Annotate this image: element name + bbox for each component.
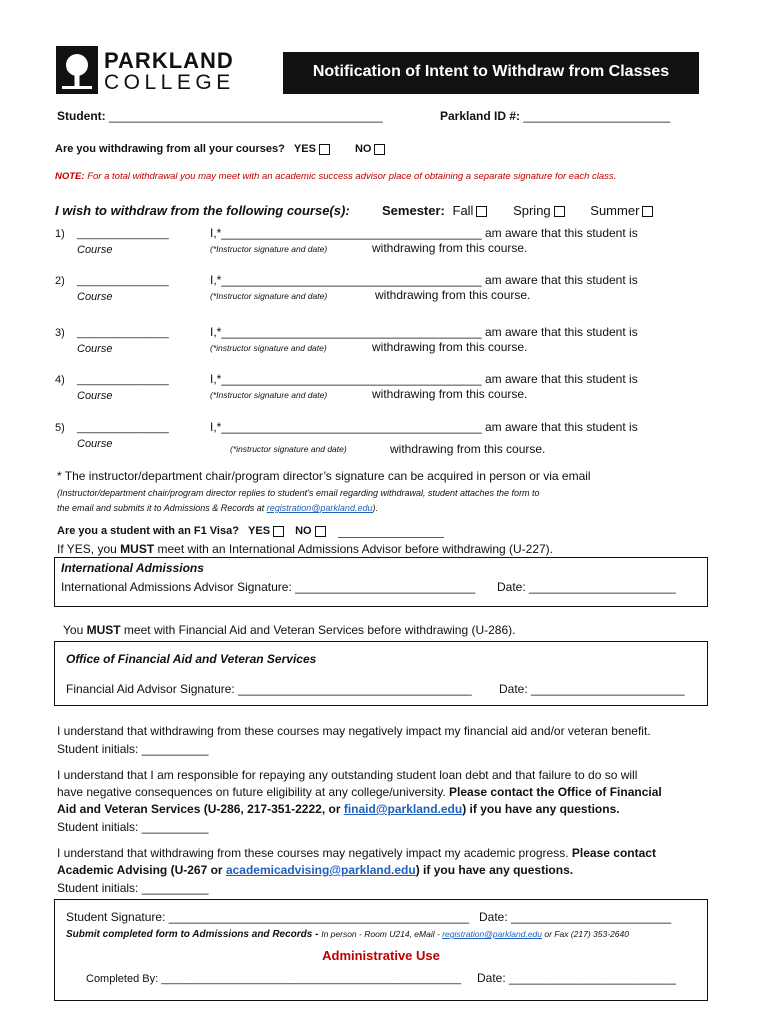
all-courses-text: Are you withdrawing from all your courses? — [55, 143, 285, 155]
instructor-signature-label: (*instructor signature and date) — [210, 343, 327, 353]
fa-notice — [63, 623, 515, 637]
financial-aid-heading: Office of Financial Aid and Veteran Services — [66, 652, 317, 666]
all-courses-no-checkbox[interactable] — [374, 144, 385, 155]
student-date-label: Date: — [479, 910, 508, 924]
ack2-line1: I understand that I am responsible for repaying any outstanding student loan debt and that failure to do so will — [57, 768, 638, 782]
student-name-field[interactable]: _________________________________________ — [109, 109, 383, 123]
parkland-id-label: Parkland ID #: — [440, 109, 521, 123]
parkland-id-line — [440, 109, 670, 123]
submit-tail: or Fax (217) 353-2640 — [542, 929, 629, 939]
ack2-line2-text: have negative consequences on future eligibility at any college/university. — [57, 785, 450, 799]
ack3-line1-text: I understand that withdrawing from these courses may negatively impact my academic progress. — [57, 846, 572, 860]
course-number: 1) — [55, 228, 65, 240]
course-label: Course — [77, 244, 113, 256]
course-field[interactable]: _______________ — [77, 374, 169, 386]
parkland-id-field[interactable]: ______________________ — [523, 109, 671, 123]
f1-yes-label: YES — [248, 525, 271, 537]
student-label: Student: — [57, 109, 106, 123]
ack3-line1 — [57, 846, 656, 860]
all-courses-yes-checkbox[interactable] — [319, 144, 330, 155]
instructor-signature-label: (*Instructor signature and date) — [210, 244, 328, 254]
course-field[interactable]: _______________ — [77, 275, 169, 287]
f1-no-checkbox[interactable] — [315, 526, 326, 537]
ack3-line1-bold: Please contact — [571, 846, 656, 860]
submit-rest: In person - Room U214, eMail - — [321, 929, 443, 939]
ack1-initials[interactable]: Student initials: __________ — [57, 742, 209, 756]
course-row-4 — [55, 372, 715, 417]
course-label: Course — [77, 390, 113, 402]
instructor-line[interactable]: I,*_______________________________________ am aware that this student is — [210, 420, 638, 434]
finaid-email-link[interactable]: finaid@parkland.edu — [343, 802, 463, 816]
admin-date-field[interactable]: _________________________ — [509, 971, 676, 985]
ack2-line3 — [57, 802, 620, 816]
registration-email-link[interactable]: registration@parkland.edu — [266, 503, 373, 513]
completed-by-field[interactable]: _________________________________________________ — [161, 973, 461, 985]
student-date-field[interactable]: ________________________ — [511, 910, 672, 924]
ack2-line3-bold: Aid and Veteran Services (U-286, 217-351-2222, or — [57, 802, 344, 816]
withdraw-text: withdrawing from this course. — [390, 442, 546, 456]
all-courses-question — [55, 143, 385, 155]
logo-line1: PARKLAND — [104, 48, 234, 73]
f1-must-line — [57, 542, 553, 556]
fall-checkbox[interactable] — [476, 206, 487, 217]
financial-aid-signature-label: Financial Aid Advisor Signature: — [66, 682, 235, 696]
international-date-label: Date: — [497, 580, 526, 594]
ack2-line3-bold-post: ) if you have any questions. — [462, 802, 620, 816]
submit-email-link[interactable]: registration@parkland.edu — [442, 929, 542, 939]
fall-label: Fall — [452, 203, 474, 218]
course-label: Course — [77, 438, 113, 450]
ack3-line2 — [57, 863, 573, 877]
course-row-3 — [55, 325, 715, 370]
financial-aid-box — [54, 641, 708, 706]
f1-must-bold: MUST — [120, 542, 155, 556]
note-text: For a total withdrawal you may meet with an academic success advisor place of obtaining a separate signature for each class. — [87, 171, 617, 182]
course-row-2 — [55, 273, 715, 318]
ack3-line2-bold-post: ) if you have any questions. — [415, 863, 574, 877]
student-signature-label: Student Signature: — [66, 910, 166, 924]
instructor-line[interactable]: I,*_______________________________________ am aware that this student is — [210, 226, 638, 240]
instructor-signature-label: (*Instructor signature and date) — [210, 390, 328, 400]
summer-label: Summer — [590, 203, 640, 218]
international-signature-line — [61, 580, 475, 594]
f1-question-text: Are you a student with an F1 Visa? — [57, 525, 239, 537]
submit-line — [66, 929, 629, 940]
financial-aid-signature-line — [66, 682, 472, 696]
course-field[interactable]: _______________ — [77, 327, 169, 339]
f1-must-post: meet with an International Admissions Advisor before withdrawing (U-227). — [154, 542, 554, 556]
fa-notice-bold: MUST — [86, 623, 121, 637]
f1-must-pre: If YES, you — [57, 542, 121, 556]
parkland-tree-icon — [56, 46, 98, 94]
course-number: 4) — [55, 374, 65, 386]
completed-by-label: Completed By: — [86, 973, 159, 985]
ack3-initials[interactable]: Student initials: __________ — [57, 881, 209, 895]
financial-aid-date-line — [499, 682, 685, 696]
spring-label: Spring — [513, 203, 551, 218]
note-line — [55, 171, 616, 182]
international-signature-label: International Admissions Advisor Signature: — [61, 580, 292, 594]
international-signature-field[interactable]: ___________________________ — [295, 580, 476, 594]
course-row-1 — [55, 226, 715, 271]
page-title: Notification of Intent to Withdraw from Classes — [312, 63, 670, 80]
f1-yes-checkbox[interactable] — [273, 526, 284, 537]
title-bar — [283, 52, 699, 94]
international-date-field[interactable]: ______________________ — [529, 580, 676, 594]
completed-by-line — [86, 973, 461, 985]
academic-advising-email-link[interactable]: academicadvising@parkland.edu — [225, 863, 416, 877]
instructor-signature-label: (*instructor signature and date) — [230, 444, 347, 454]
student-line — [57, 109, 383, 123]
student-signature-field[interactable]: _____________________________________________ — [168, 910, 470, 924]
admin-date-line — [477, 971, 676, 985]
course-number: 2) — [55, 275, 65, 287]
admin-date-label: Date: — [477, 971, 506, 985]
fa-notice-pre: You — [63, 623, 87, 637]
financial-aid-date-label: Date: — [499, 682, 528, 696]
ack2-line2 — [57, 785, 662, 799]
summer-checkbox[interactable] — [642, 206, 653, 217]
instructor-line[interactable]: I,*_______________________________________ am aware that this student is — [210, 325, 638, 339]
logo-line2: COLLEGE — [104, 71, 235, 94]
course-number: 5) — [55, 422, 65, 434]
parkland-logo — [56, 46, 241, 96]
semester-row — [382, 203, 653, 218]
semester-label: Semester: — [382, 203, 445, 218]
student-signature-line — [66, 910, 469, 924]
ack2-initials[interactable]: Student initials: __________ — [57, 820, 209, 834]
all-courses-yes-label: YES — [293, 143, 316, 155]
ack3-line2-bold: Academic Advising (U-267 or — [57, 863, 226, 877]
note-label: NOTE: — [55, 171, 85, 182]
financial-aid-date-field[interactable]: _______________________ — [531, 682, 685, 696]
financial-aid-signature-field[interactable]: ___________________________________ — [238, 682, 472, 696]
student-date-line — [479, 910, 671, 924]
course-label: Course — [77, 343, 113, 355]
fa-notice-post: meet with Financial Aid and Veteran Services before withdrawing (U-286). — [120, 623, 516, 637]
final-signature-box — [54, 899, 708, 1001]
f1-no-label: NO — [295, 525, 312, 537]
footnote-italic-2-end: ). — [372, 503, 378, 513]
ack2-line2-bold: Please contact the Office of Financial — [449, 785, 662, 799]
withdraw-text: withdrawing from this course. — [372, 340, 528, 354]
instructor-signature-label: (*Instructor signature and date) — [210, 291, 328, 301]
administrative-use-heading: Administrative Use — [322, 948, 440, 963]
international-date-line — [497, 580, 676, 594]
footnote-italic-2-text: the email and submits it to Admissions & Records at — [57, 503, 267, 513]
course-label: Course — [77, 291, 113, 303]
f1-blue-rule — [338, 537, 444, 538]
ack1-text: I understand that withdrawing from these courses may negatively impact my financial aid and/or veteran benefit. — [57, 724, 651, 738]
spring-checkbox[interactable] — [554, 206, 565, 217]
footnote-main: * The instructor/department chair/program director’s signature can be acquired in person or via email — [57, 469, 591, 483]
withdraw-text: withdrawing from this course. — [375, 288, 531, 302]
footnote-italic-1: (Instructor/department chair/program director replies to student’s email regarding withdrawal, student attaches the form to — [57, 488, 540, 498]
course-row-5 — [55, 420, 715, 465]
all-courses-no-label: NO — [354, 143, 372, 155]
international-admissions-box — [54, 557, 708, 607]
course-section-heading: I wish to withdraw from the following course(s): — [55, 203, 350, 218]
withdraw-text: withdrawing from this course. — [372, 387, 528, 401]
footnote-italic-2 — [57, 503, 378, 513]
withdraw-text: withdrawing from this course. — [372, 241, 528, 255]
course-field[interactable]: _______________ — [77, 422, 169, 434]
submit-bold: Submit completed form to Admissions and Records - — [66, 929, 322, 940]
instructor-line[interactable]: I,*_______________________________________ am aware that this student is — [210, 372, 638, 386]
course-number: 3) — [55, 327, 65, 339]
international-heading: International Admissions — [61, 561, 204, 575]
f1-question — [57, 525, 326, 537]
course-field[interactable]: _______________ — [77, 228, 169, 240]
instructor-line[interactable]: I,*_______________________________________ am aware that this student is — [210, 273, 638, 287]
